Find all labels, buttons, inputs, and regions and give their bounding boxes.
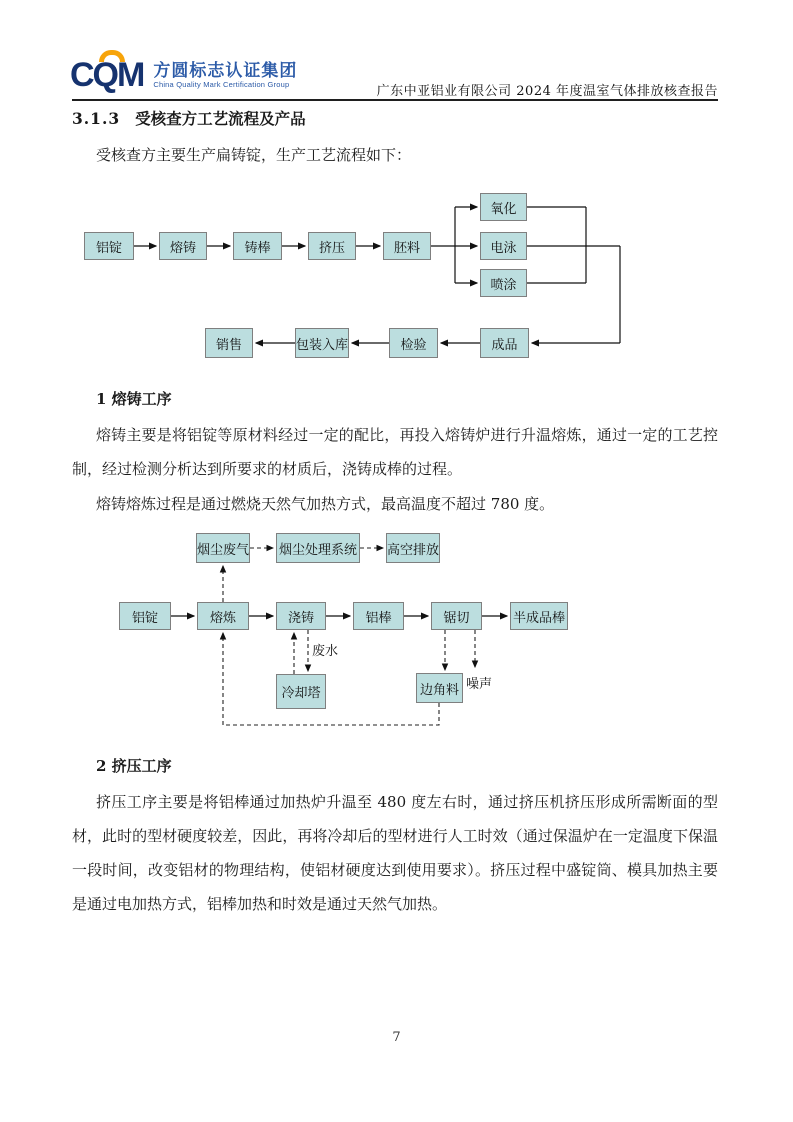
flow2-node-aluminum-ingot: 铝锭 xyxy=(119,602,171,630)
flow1-node-sales: 销售 xyxy=(205,328,253,358)
cqm-name-en: China Quality Mark Certification Group xyxy=(153,80,290,89)
flow2-node-melting: 熔炼 xyxy=(197,602,249,630)
flow1-node-electrophoresis: 电泳 xyxy=(480,232,527,260)
cqm-arc-icon xyxy=(99,50,125,62)
cqm-abbr: CQM xyxy=(70,56,144,94)
page-number: 7 xyxy=(392,1030,401,1045)
flow1-node-inspection: 检验 xyxy=(389,328,438,358)
subsection2-title: 2 挤压工序 xyxy=(96,757,172,775)
flow1-node-spray-coating: 喷涂 xyxy=(480,269,527,297)
flowchart-production-process xyxy=(72,190,718,368)
intro-paragraph: 受核查方主要生产扁铸锭，生产工艺流程如下： xyxy=(96,146,412,164)
flow1-node-finished-product: 成品 xyxy=(480,328,529,358)
flow2-node-scrap: 边角料 xyxy=(416,673,463,703)
flow2-node-cooling-tower: 冷却塔 xyxy=(276,674,326,709)
flow2-node-sawing: 锯切 xyxy=(431,602,482,630)
section-number: 3.1.3 xyxy=(72,109,121,128)
document-title: 广东中亚铝业有限公司 2024 年度温室气体排放核查报告 xyxy=(376,84,718,99)
flow2-node-dust-waste-gas: 烟尘废气 xyxy=(196,533,250,563)
flow1-node-aluminum-ingot: 铝锭 xyxy=(84,232,134,260)
subsection1-title: 1 熔铸工序 xyxy=(96,390,172,408)
flow1-node-billet: 胚料 xyxy=(383,232,431,260)
subsection1-paragraph1: 熔铸主要是将铝锭等原材料经过一定的配比，再投入熔铸炉进行升温熔炼，通过一定的工艺控制，经过检测分析达到所要求的材质后，浇铸成棒的过程。 xyxy=(72,426,718,478)
subsection2-paragraph1: 挤压工序主要是将铝棒通过加热炉升温至 480 度左右时，通过挤压机挤压形成所需断面的型材，此时的型材硬度较差，因此，再将冷却后的型材进行人工时效（通过保温炉在一定温度下保温一段时间，改变铝材的物理结构，使铝材硬度达到使用要求）。挤压过程中盛锭筒、模具加热主要是通过电加热方式，铝棒加热和时效是通过天然气加热。 xyxy=(72,793,718,913)
flow2-label-noise: 噪声 xyxy=(466,677,493,692)
flowchart-melting-casting-process xyxy=(72,525,718,740)
flow1-node-oxidation: 氧化 xyxy=(480,193,527,221)
section-title: 受核查方工艺流程及产品 xyxy=(135,109,306,128)
flow1-node-extrusion: 挤压 xyxy=(308,232,356,260)
cqm-name-cn: 方圆标志认证集团 xyxy=(153,61,298,80)
flow2-node-high-altitude-discharge: 高空排放 xyxy=(386,533,440,563)
flow2-node-semi-finished-rod: 半成品棒 xyxy=(510,602,568,630)
cqm-logo-names xyxy=(153,61,297,90)
flow1-node-packing-warehousing: 包装入库 xyxy=(295,328,349,358)
subsection1-paragraph2: 熔铸熔炼过程是通过燃烧天然气加热方式，最高温度不超过 780 度。 xyxy=(96,495,555,513)
flow2-node-dust-treatment-system: 烟尘处理系统 xyxy=(276,533,360,563)
flow1-node-cast-rod: 铸棒 xyxy=(233,232,282,260)
flow2-node-casting: 浇铸 xyxy=(276,602,326,630)
flow1-node-melt-cast: 熔铸 xyxy=(159,232,207,260)
header-divider xyxy=(72,99,718,101)
section-heading xyxy=(72,107,718,129)
flow2-label-wastewater: 废水 xyxy=(312,644,339,659)
cqm-logo-text xyxy=(70,58,143,92)
flow2-node-aluminum-rod: 铝棒 xyxy=(353,602,404,630)
cqm-logo xyxy=(70,58,297,92)
